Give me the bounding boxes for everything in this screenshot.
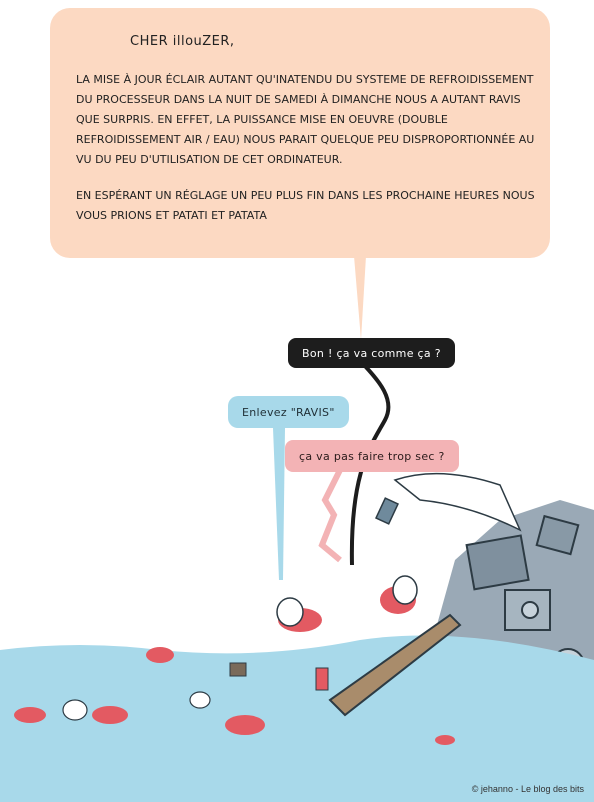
letter-greeting: CHER illouZER, xyxy=(130,34,235,49)
blue-speech-bubble: Enlevez "RAVIS" xyxy=(228,396,349,428)
blue-bubble-tail xyxy=(273,428,285,580)
letter-paragraph-2: EN ESPÉRANT UN RÉGLAGE UN PEU PLUS FIN DANS LES PROCHAINE HEURES NOUS VOUS PRIONS ET PATATI ET PATATA xyxy=(76,189,535,222)
letter-paragraph-1: LA MISE À JOUR ÉCLAIR AUTANT QU'INATENDU DU SYSTEME DE REFROIDISSEMENT DU PROCESSEUR DANS LA NUIT DE SAMEDI À DIMANCHE NOUS A AUTANT RAVIS QUE SURPRIS. EN EFFET, LA PUISSANCE MISE EN OEUVRE (DOUBLE REFROIDISSEMENT AIR / EAU) NOUS PARAIT QUELQUE PEU DISPROPORTIONNÉE AU VU DU PEU D'UTILISATION DE CET ORDINATEUR. xyxy=(76,73,535,166)
black-speech-bubble: Bon ! ça va comme ça ? xyxy=(288,338,455,368)
water xyxy=(0,636,594,802)
fan-wing-debris xyxy=(395,474,520,530)
pink-speech-bubble: ça va pas faire trop sec ? xyxy=(285,440,459,472)
pink-bubble-tail xyxy=(322,470,340,560)
credit-text: © jehanno - Le blog des bits xyxy=(471,784,584,794)
letter-tail xyxy=(354,256,366,340)
character-on-boat xyxy=(380,576,417,614)
flying-debris xyxy=(376,498,398,524)
